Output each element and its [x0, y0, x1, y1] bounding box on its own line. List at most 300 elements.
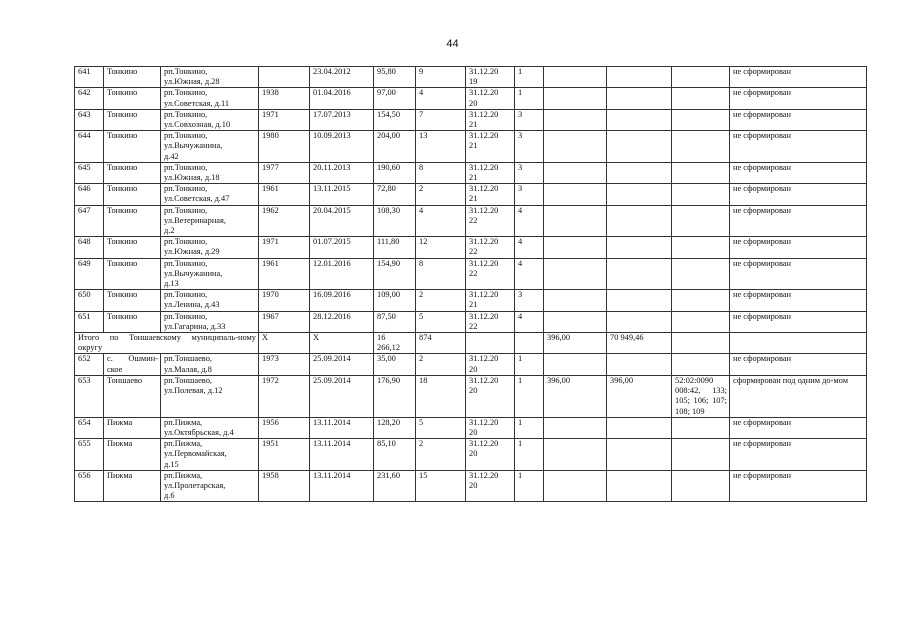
residents: 15 [416, 470, 466, 502]
address-line: д.15 [164, 459, 179, 469]
address-line: ул.Октябрьская, д.4 [164, 427, 234, 437]
recognition-date: 25.09.2014 [310, 354, 374, 375]
land-area-1 [544, 162, 607, 183]
address-line: рп.Тонкино, [164, 311, 208, 321]
planned-date-line: 31.12.20 [469, 290, 499, 300]
planned-date [466, 205, 515, 237]
stage: 4 [515, 311, 544, 332]
land-area-2 [607, 290, 672, 311]
planned-date-line: 31.12.20 [469, 67, 499, 76]
residents: 7 [416, 109, 466, 130]
area: 95,80 [374, 67, 416, 88]
total-area [374, 333, 416, 354]
row-number: 644 [75, 131, 104, 163]
table-row [75, 439, 867, 471]
stage: 1 [515, 88, 544, 109]
row-number: 643 [75, 109, 104, 130]
stage: 1 [515, 470, 544, 502]
planned-date [466, 258, 515, 290]
land-area-2 [607, 162, 672, 183]
stage: 4 [515, 258, 544, 290]
land-status: не сформирован [730, 205, 867, 237]
row-number: 651 [75, 311, 104, 332]
area: 231,60 [374, 470, 416, 502]
planned-date-line: 31.12.20 [469, 237, 499, 247]
stage: 4 [515, 237, 544, 258]
stage: 3 [515, 184, 544, 205]
cadastral-number [672, 205, 730, 237]
table-row [75, 88, 867, 109]
year-built: 1938 [259, 88, 310, 109]
table-row [75, 417, 867, 438]
stage: 1 [515, 417, 544, 438]
land-area-1 [544, 290, 607, 311]
land-area-1 [544, 354, 607, 375]
stage: 1 [515, 439, 544, 471]
year-built: 1970 [259, 290, 310, 311]
locality: Пижма [104, 439, 161, 471]
address-line: д.13 [164, 279, 179, 289]
planned-date-line: 20 [469, 98, 478, 108]
address-line: д.2 [164, 226, 175, 236]
cadastral-number [672, 131, 730, 163]
area: 85,10 [374, 439, 416, 471]
year-built: 1962 [259, 205, 310, 237]
address-line: ул.Советская, д.47 [164, 194, 230, 204]
address-line: ул.Советская, д.11 [164, 98, 230, 108]
residents: 13 [416, 131, 466, 163]
land-status: не сформирован [730, 67, 867, 88]
address-line: ул.Совхозная, д.10 [164, 120, 231, 130]
table-row [75, 184, 867, 205]
planned-date-line: 20 [469, 480, 478, 490]
locality: Тонкино [104, 205, 161, 237]
land-area-1 [544, 109, 607, 130]
stage: 3 [515, 290, 544, 311]
land-status: не сформирован [730, 184, 867, 205]
year-built: 1961 [259, 258, 310, 290]
recognition-date: 13.11.2014 [310, 417, 374, 438]
cadastral-number [672, 290, 730, 311]
residents: 4 [416, 88, 466, 109]
row-number: 649 [75, 258, 104, 290]
area: 111,80 [374, 237, 416, 258]
residents: 9 [416, 67, 466, 88]
cadastral-number [672, 109, 730, 130]
planned-date-line: 22 [469, 215, 478, 225]
land-area-2 [607, 354, 672, 375]
table-row [75, 109, 867, 130]
recognition-date: 20.04.2015 [310, 205, 374, 237]
recognition-date: 20.11.2013 [310, 162, 374, 183]
land-status: не сформирован [730, 470, 867, 502]
recognition-date: 17.07.2013 [310, 109, 374, 130]
land-area-1: 396,00 [544, 375, 607, 417]
recognition-date: 13.11.2014 [310, 470, 374, 502]
stage: 3 [515, 131, 544, 163]
address-line: ул.Южная, д.28 [164, 77, 220, 87]
recognition-date: 12.01.2016 [310, 258, 374, 290]
year-built: 1967 [259, 311, 310, 332]
land-area-1 [544, 417, 607, 438]
planned-date-line: 22 [469, 247, 478, 257]
planned-date-line: 31.12.20 [469, 375, 499, 385]
planned-date [466, 237, 515, 258]
planned-date-line: 31.12.20 [469, 311, 499, 321]
planned-date-line: 21 [469, 173, 478, 183]
planned-date [466, 439, 515, 471]
locality: Тонкино [104, 290, 161, 311]
total-area-line: 266,12 [377, 343, 401, 353]
year-built: 1956 [259, 417, 310, 438]
address-line: ул.Ветеринарная, [164, 215, 226, 225]
year-built: 1961 [259, 184, 310, 205]
address-line: ул.Южная, д.18 [164, 173, 220, 183]
land-area-1 [544, 184, 607, 205]
cadastral-number [672, 439, 730, 471]
stage: 1 [515, 354, 544, 375]
total-land-area-2: 70 949,46 [607, 333, 672, 354]
cadastral-number [672, 258, 730, 290]
planned-date-line: 31.12.20 [469, 88, 499, 98]
address [161, 184, 259, 205]
year-built: 1972 [259, 375, 310, 417]
planned-date-line: 21 [469, 300, 478, 310]
land-status: не сформирован [730, 162, 867, 183]
cadastral-number [672, 184, 730, 205]
area: 35,00 [374, 354, 416, 375]
recognition-date: 13.11.2015 [310, 184, 374, 205]
address-line: рп.Тонкино, [164, 258, 208, 268]
land-area-1 [544, 88, 607, 109]
land-area-1 [544, 311, 607, 332]
planned-date-line: 31.12.20 [469, 162, 499, 172]
residents: 5 [416, 417, 466, 438]
address [161, 354, 259, 375]
land-area-1 [544, 131, 607, 163]
land-area-2 [607, 205, 672, 237]
area: 154,90 [374, 258, 416, 290]
land-area-1 [544, 258, 607, 290]
planned-date [466, 417, 515, 438]
address-line: ул.Ленина, д.43 [164, 300, 220, 310]
address-line: ул.Вычужанина, [164, 141, 223, 151]
area: 154,50 [374, 109, 416, 130]
recognition-date: 25.09.2014 [310, 375, 374, 417]
land-area-2 [607, 439, 672, 471]
year-built: 1977 [259, 162, 310, 183]
land-area-2 [607, 131, 672, 163]
land-status: не сформирован [730, 237, 867, 258]
table-body [75, 67, 867, 502]
land-area-2: 396,00 [607, 375, 672, 417]
planned-date-line: 21 [469, 141, 478, 151]
cadastral-number [672, 67, 730, 88]
year-built: 1980 [259, 131, 310, 163]
address [161, 417, 259, 438]
address-line: ул.Южная, д.29 [164, 247, 220, 257]
recognition-date: 01.07.2015 [310, 237, 374, 258]
stage: 3 [515, 162, 544, 183]
locality: Пижма [104, 470, 161, 502]
planned-date [466, 375, 515, 417]
stage: 3 [515, 109, 544, 130]
row-number: 646 [75, 184, 104, 205]
total-label: Итого по Тоншаевскому муниципаль-ному округу [75, 333, 259, 354]
address [161, 237, 259, 258]
recognition-date: 23.04.2012 [310, 67, 374, 88]
land-status: не сформирован [730, 311, 867, 332]
land-status: не сформирован [730, 439, 867, 471]
table-row [75, 258, 867, 290]
total-year: X [259, 333, 310, 354]
planned-date [466, 109, 515, 130]
recognition-date: 28.12.2016 [310, 311, 374, 332]
residents: 5 [416, 311, 466, 332]
planned-date [466, 311, 515, 332]
land-status: не сформирован [730, 131, 867, 163]
recognition-date: 16.09.2016 [310, 290, 374, 311]
address-line: рп.Тоншаево, [164, 375, 212, 385]
address-line: ул.Первомайская, [164, 449, 227, 459]
row-number: 652 [75, 354, 104, 375]
stage: 1 [515, 67, 544, 88]
total-empty-3 [672, 333, 730, 354]
land-status: не сформирован [730, 417, 867, 438]
table-row [75, 375, 867, 417]
address [161, 67, 259, 88]
planned-date [466, 470, 515, 502]
land-area-2 [607, 258, 672, 290]
row-number: 655 [75, 439, 104, 471]
address-line: рп.Тонкино, [164, 67, 208, 76]
area: 108,30 [374, 205, 416, 237]
year-built: 1958 [259, 470, 310, 502]
year-built: 1951 [259, 439, 310, 471]
cadastral-number: 52:02:0090 008:42, 133; 105; 106; 107; 108; 109 [672, 375, 730, 417]
total-empty-2 [515, 333, 544, 354]
locality: Тонкино [104, 258, 161, 290]
land-area-2 [607, 311, 672, 332]
address-line: рп.Тонкино, [164, 131, 208, 141]
address-line: ул.Пролетарская, [164, 480, 226, 490]
address [161, 258, 259, 290]
planned-date [466, 88, 515, 109]
address [161, 470, 259, 502]
address-line: рп.Пижма, [164, 470, 203, 480]
land-area-1 [544, 67, 607, 88]
address [161, 290, 259, 311]
area: 87,50 [374, 311, 416, 332]
planned-date-line: 31.12.20 [469, 184, 499, 194]
stage: 4 [515, 205, 544, 237]
address [161, 109, 259, 130]
total-residents: 874 [416, 333, 466, 354]
land-status: не сформирован [730, 88, 867, 109]
planned-date-line: 31.12.20 [469, 205, 499, 215]
planned-date-line: 20 [469, 364, 478, 374]
address-line: д.6 [164, 491, 175, 501]
table-row [75, 67, 867, 88]
planned-date-line: 19 [469, 77, 478, 87]
total-area-line: 16 [377, 333, 386, 343]
planned-date-line: 20 [469, 386, 478, 396]
land-status: не сформирован [730, 109, 867, 130]
row-number: 642 [75, 88, 104, 109]
total-empty-1 [466, 333, 515, 354]
land-area-1 [544, 205, 607, 237]
address [161, 205, 259, 237]
area: 204,00 [374, 131, 416, 163]
locality: Тонкино [104, 88, 161, 109]
residents: 4 [416, 205, 466, 237]
total-date: X [310, 333, 374, 354]
year-built: 1971 [259, 237, 310, 258]
planned-date-line: 22 [469, 321, 478, 331]
recognition-date: 10.09.2013 [310, 131, 374, 163]
residents: 2 [416, 354, 466, 375]
table-row [75, 290, 867, 311]
recognition-date: 01.04.2016 [310, 88, 374, 109]
cadastral-number [672, 311, 730, 332]
land-area-1 [544, 439, 607, 471]
address [161, 439, 259, 471]
address-line: рп.Тоншаево, [164, 354, 212, 364]
address-line: д.42 [164, 151, 179, 161]
cadastral-number [672, 237, 730, 258]
planned-date [466, 354, 515, 375]
area: 72,80 [374, 184, 416, 205]
cadastral-number [672, 470, 730, 502]
cadastral-number [672, 88, 730, 109]
planned-date-line: 31.12.20 [469, 470, 499, 480]
planned-date-line: 21 [469, 194, 478, 204]
row-number: 647 [75, 205, 104, 237]
land-area-2 [607, 88, 672, 109]
locality: Тонкино [104, 162, 161, 183]
cadastral-number [672, 417, 730, 438]
area: 97,00 [374, 88, 416, 109]
address-line: рп.Пижма, [164, 417, 203, 427]
table-row [75, 470, 867, 502]
address-line: рп.Тонкино, [164, 290, 208, 300]
planned-date [466, 290, 515, 311]
land-area-2 [607, 67, 672, 88]
row-number: 645 [75, 162, 104, 183]
row-number: 648 [75, 237, 104, 258]
land-status: не сформирован [730, 354, 867, 375]
planned-date-line: 31.12.20 [469, 109, 499, 119]
residents: 2 [416, 290, 466, 311]
cadastral-number [672, 162, 730, 183]
locality: Тонкино [104, 67, 161, 88]
row-number: 641 [75, 67, 104, 88]
cadastral-number [672, 354, 730, 375]
table-row [75, 354, 867, 375]
housing-registry-table [74, 66, 867, 502]
address [161, 162, 259, 183]
land-area-2 [607, 109, 672, 130]
locality: Тонкино [104, 237, 161, 258]
planned-date-line: 21 [469, 120, 478, 130]
planned-date-line: 22 [469, 268, 478, 278]
land-status: не сформирован [730, 258, 867, 290]
planned-date-line: 31.12.20 [469, 354, 499, 364]
total-empty-4 [730, 333, 867, 354]
locality: с. Ошмин-ское [104, 354, 161, 375]
recognition-date: 13.11.2014 [310, 439, 374, 471]
planned-date-line: 31.12.20 [469, 131, 499, 141]
land-area-1 [544, 470, 607, 502]
row-number: 653 [75, 375, 104, 417]
locality: Тонкино [104, 109, 161, 130]
residents: 2 [416, 184, 466, 205]
area: 176,90 [374, 375, 416, 417]
address-line: рп.Тонкино, [164, 237, 208, 247]
planned-date [466, 162, 515, 183]
address [161, 88, 259, 109]
planned-date [466, 67, 515, 88]
land-status: не сформирован [730, 290, 867, 311]
planned-date-line: 20 [469, 427, 478, 437]
address-line: рп.Тонкино, [164, 205, 208, 215]
locality: Пижма [104, 417, 161, 438]
table-row [75, 237, 867, 258]
table-row [75, 162, 867, 183]
address [161, 311, 259, 332]
address-line: ул.Полевая, д.12 [164, 386, 223, 396]
residents: 8 [416, 162, 466, 183]
land-area-2 [607, 417, 672, 438]
address-line: ул.Вычужанина, [164, 268, 223, 278]
locality: Тонкино [104, 131, 161, 163]
land-area-1 [544, 237, 607, 258]
planned-date [466, 131, 515, 163]
residents: 12 [416, 237, 466, 258]
planned-date-line: 31.12.20 [469, 258, 499, 268]
planned-date-line: 20 [469, 449, 478, 459]
land-area-2 [607, 470, 672, 502]
address [161, 375, 259, 417]
address-line: рп.Тонкино, [164, 184, 208, 194]
land-status: сформирован под одним до-мом [730, 375, 867, 417]
residents: 18 [416, 375, 466, 417]
row-number: 656 [75, 470, 104, 502]
locality: Тонкино [104, 184, 161, 205]
total-land-area-1: 396,00 [544, 333, 607, 354]
land-area-2 [607, 237, 672, 258]
residents: 2 [416, 439, 466, 471]
year-built: 1971 [259, 109, 310, 130]
table-row [75, 131, 867, 163]
year-built [259, 67, 310, 88]
locality: Тоншаево [104, 375, 161, 417]
planned-date-line: 31.12.20 [469, 417, 499, 427]
stage: 1 [515, 375, 544, 417]
address-line: рп.Тонкино, [164, 109, 208, 119]
address-line: ул.Малая, д.8 [164, 364, 212, 374]
address [161, 131, 259, 163]
locality: Тонкино [104, 311, 161, 332]
land-area-2 [607, 184, 672, 205]
page-number: 44 [446, 38, 459, 50]
area: 109,00 [374, 290, 416, 311]
year-built: 1973 [259, 354, 310, 375]
table-row [75, 311, 867, 332]
area: 190,60 [374, 162, 416, 183]
table-row [75, 205, 867, 237]
planned-date [466, 184, 515, 205]
